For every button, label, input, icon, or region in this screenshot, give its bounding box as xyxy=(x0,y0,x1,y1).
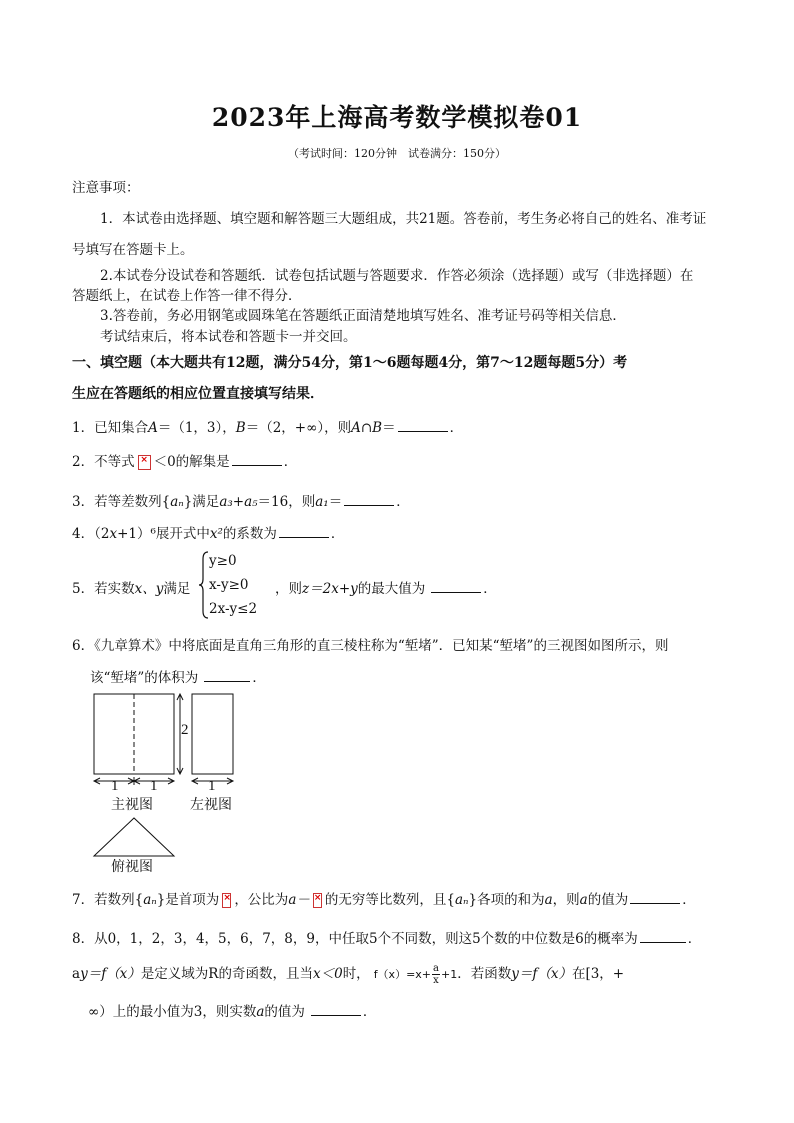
section-heading: 一、填空题（本大题共有12题，满分54分，第1～6题每题4分，第7～12题每题5分）考 xyxy=(72,355,628,371)
answer-blank xyxy=(344,493,394,506)
constraint-system xyxy=(199,551,269,619)
top-view-triangle xyxy=(94,818,174,856)
question-2: 2．不等式 × ＜0的解集是 ． xyxy=(72,454,298,470)
broken-image-icon: × xyxy=(222,893,231,908)
question-5-tail: ，则z＝2x+y的最大值为 ． xyxy=(275,581,497,597)
answer-blank xyxy=(232,453,282,466)
answer-blank xyxy=(311,1003,361,1016)
answer-blank xyxy=(204,669,250,682)
notice-item-1-cont: 号填写在答题卡上。 xyxy=(72,242,194,258)
constraint-3: 2x-y≤2 xyxy=(209,601,258,617)
answer-blank xyxy=(640,930,686,943)
question-9: ay＝f（x）是定义域为R的奇函数，且当x＜0时， f（x）=x+ $\frac{a}{x}$ +1．若函数y＝f（x）在[3，+ xyxy=(72,963,625,986)
constraint-1: y≥0 xyxy=(209,553,237,569)
question-8: 8．从0，1，2，3，4，5，6，7，8，9，中任取5个不同数，则这5个数的中位数是6的概率为 ． xyxy=(72,931,702,947)
side-view-rect xyxy=(192,694,233,774)
notice-item-1: 1．本试卷由选择题、填空题和解答题三大题组成，共21题。答卷前，考生务必将自己的姓名、准考证 xyxy=(100,211,707,227)
height-label: 2 xyxy=(181,722,189,738)
top-view-caption: 俯视图 xyxy=(111,859,153,875)
side-view-caption: 左视图 xyxy=(190,797,232,813)
answer-blank xyxy=(630,891,680,904)
question-9-cont: ∞）上的最小值为3，则实数a的值为 ． xyxy=(88,1004,377,1020)
question-3: 3．若等差数列{aₙ}满足a₃+a₅＝16，则a₁＝ ． xyxy=(72,494,410,510)
exam-info: （考试时间：120分钟 试卷满分：150分） xyxy=(288,147,506,160)
question-7: 7．若数列{aₙ}是首项为 × ，公比为a－ × 的无穷等比数列，且{aₙ}各项的和为a，则a的值为 ． xyxy=(72,892,696,908)
section-heading-cont: 生应在答题纸的相应位置直接填写结果． xyxy=(72,386,324,402)
question-1: 1．已知集合A＝（1，3），B＝（2，+∞），则A∩B＝ ． xyxy=(72,420,464,436)
broken-image-icon: × xyxy=(313,893,322,908)
front-view-caption: 主视图 xyxy=(111,797,153,813)
notice-item-2: 2.本试卷分设试卷和答题纸．试卷包括试题与答题要求．作答必须涂（选择题）或写（非选择题）在 xyxy=(100,268,694,284)
page-title: 2023年上海高考数学模拟卷01 xyxy=(211,103,583,132)
left-brace-icon xyxy=(199,551,209,619)
question-6: 6．《九章算术》中将底面是直角三角形的直三棱柱称为“堑堵”．已知某“堑堵”的三视图如图所示，则 xyxy=(72,638,669,654)
answer-blank xyxy=(398,419,448,432)
broken-image-icon: × xyxy=(138,455,151,470)
question-4: 4．（2x+1）⁶展开式中x²的系数为 ． xyxy=(72,526,345,542)
notice-item-2-cont: 答题纸上，在试卷上作答一律不得分． xyxy=(72,288,302,304)
question-5-lead: 5．若实数x、y满足 xyxy=(72,581,191,597)
answer-blank xyxy=(279,525,329,538)
side-width-label: 1 xyxy=(208,778,216,794)
answer-blank xyxy=(431,580,481,593)
width-label-1: 1 xyxy=(111,778,119,794)
width-label-2: 1 xyxy=(150,778,158,794)
notice-heading: 注意事项： xyxy=(72,180,140,196)
question-6-cont: 该“堑堵”的体积为 ． xyxy=(90,670,266,686)
constraint-2: x-y≥0 xyxy=(209,577,249,593)
fraction: $\frac{a}{x}$ xyxy=(433,963,439,986)
notice-item-4: 考试结束后，将本试卷和答题卡一并交回。 xyxy=(100,329,357,345)
notice-item-3: 3.答卷前，务必用钢笔或圆珠笔在答题纸正面清楚地填写姓名、准考证号码等相关信息． xyxy=(100,308,626,324)
